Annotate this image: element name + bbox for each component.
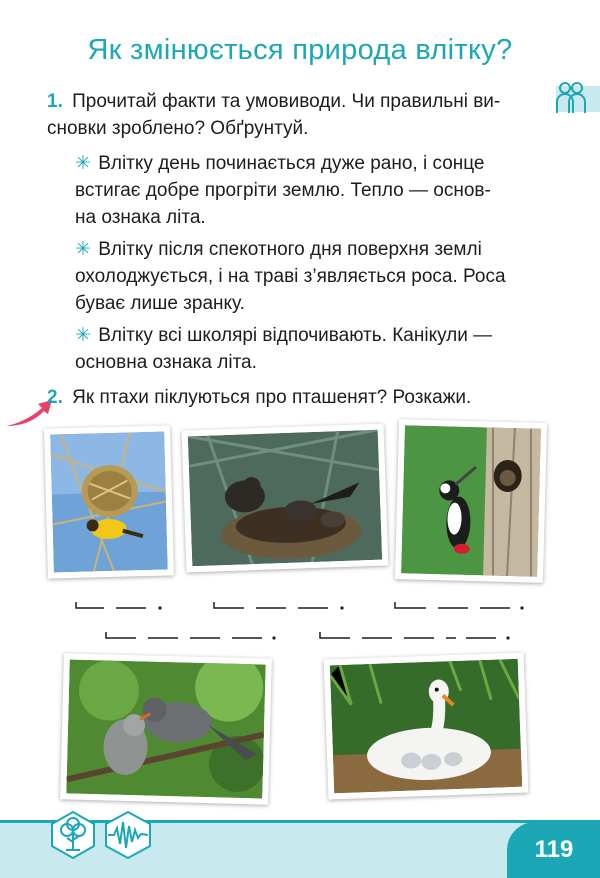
sound-wave-icon: [104, 810, 152, 860]
fact-1: [75, 150, 545, 231]
fact-2-marker: ✳: [75, 239, 91, 260]
fact-3-marker: ✳: [75, 325, 91, 346]
fact-3-line-1: Влітку всі школярі відпочивають. Канікули —: [98, 325, 493, 346]
task-2-text: Як птахи піклуються про пташенят? Розкажи.: [72, 387, 472, 408]
fact-1-marker: ✳: [75, 153, 91, 174]
photo-cuckoo-feeding: [60, 653, 272, 804]
answer-blanks-row-1[interactable]: [70, 596, 530, 616]
task-1-text-line-2: сновки зроблено? Обґрунтуй.: [47, 118, 309, 139]
fact-1-line-2: встигає добре прогріти землю. Тепло — основ-: [75, 180, 491, 201]
fact-2-line-2: охолоджується, і на траві з’являється роса. Роса: [75, 266, 506, 287]
page-title: Як змінюється природа влітку?: [87, 34, 513, 66]
fact-3-line-2: основна ознака літа.: [75, 352, 257, 373]
pair-work-icon: [554, 80, 588, 116]
fact-2-line-1: Влітку після спекотного дня поверхня землі: [98, 239, 482, 260]
task-2-number: 2.: [47, 387, 63, 408]
fact-2: [75, 236, 545, 317]
task-1-text-line-1: Прочитай факти та умовиводи. Чи правильні ви-: [72, 91, 501, 112]
fact-2-line-3: буває лише зранку.: [75, 293, 245, 314]
photo-woodpecker: [395, 419, 547, 583]
fact-1-line-1: Влітку день починається дуже рано, і сонце: [98, 153, 485, 174]
photo-swan-with-cygnets: [324, 653, 529, 800]
fact-1-line-3: на ознака літа.: [75, 207, 206, 228]
task-1-number: 1.: [47, 91, 63, 112]
page-number: 119: [534, 836, 574, 863]
tree-icon: [50, 810, 96, 860]
photo-weaver-bird-nest: [44, 425, 174, 578]
answer-blanks-row-2[interactable]: [100, 626, 520, 646]
fact-3: [75, 322, 545, 376]
task-1: [47, 88, 547, 142]
task-2: [47, 384, 547, 411]
photo-blackbird-nest: [182, 424, 389, 573]
